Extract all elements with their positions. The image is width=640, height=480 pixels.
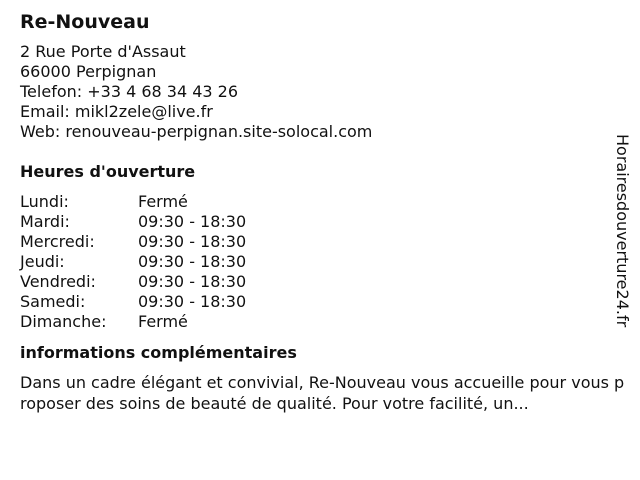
hours-row-saturday (20, 292, 630, 312)
day-hours: 09:30 - 18:30 (138, 272, 247, 291)
day-label: Samedi: (20, 292, 86, 311)
opening-hours-heading: Heures d'ouverture (20, 162, 196, 181)
day-label: Vendredi: (20, 272, 96, 291)
additional-info-text: Dans un cadre élégant et convivial, Re-Nouveau vous accueille pour vous proposer des soins de beauté de qualité. Pour votre facilité, un... (20, 373, 625, 413)
email-line: Email: mikl2zele@live.fr (20, 102, 213, 121)
day-hours: 09:30 - 18:30 (138, 212, 247, 231)
hours-row-wednesday (20, 232, 630, 252)
day-label: Mercredi: (20, 232, 95, 251)
day-label: Jeudi: (20, 252, 65, 271)
contact-block (20, 42, 630, 142)
address-street: 2 Rue Porte d'Assaut (20, 42, 186, 61)
day-hours: 09:30 - 18:30 (138, 252, 247, 271)
day-hours: 09:30 - 18:30 (138, 232, 247, 251)
business-name: Re-Nouveau (20, 11, 150, 33)
phone-line: Telefon: +33 4 68 34 43 26 (20, 82, 239, 101)
day-label: Dimanche: (20, 312, 107, 331)
hours-row-tuesday (20, 212, 630, 232)
day-hours: Fermé (138, 312, 188, 331)
day-hours: Fermé (138, 192, 188, 211)
web-line: Web: renouveau-perpignan.site-solocal.com (20, 122, 373, 141)
additional-info-heading: informations complémentaires (20, 343, 297, 362)
day-label: Mardi: (20, 212, 70, 231)
day-hours: 09:30 - 18:30 (138, 292, 247, 311)
opening-hours-table (20, 192, 630, 332)
site-watermark: Horairesdouverture24.fr (613, 134, 632, 328)
hours-row-monday (20, 192, 630, 212)
hours-row-thursday (20, 252, 630, 272)
day-label: Lundi: (20, 192, 69, 211)
hours-row-sunday (20, 312, 630, 332)
hours-row-friday (20, 272, 630, 292)
address-city: 66000 Perpignan (20, 62, 157, 81)
business-card (20, 10, 630, 414)
